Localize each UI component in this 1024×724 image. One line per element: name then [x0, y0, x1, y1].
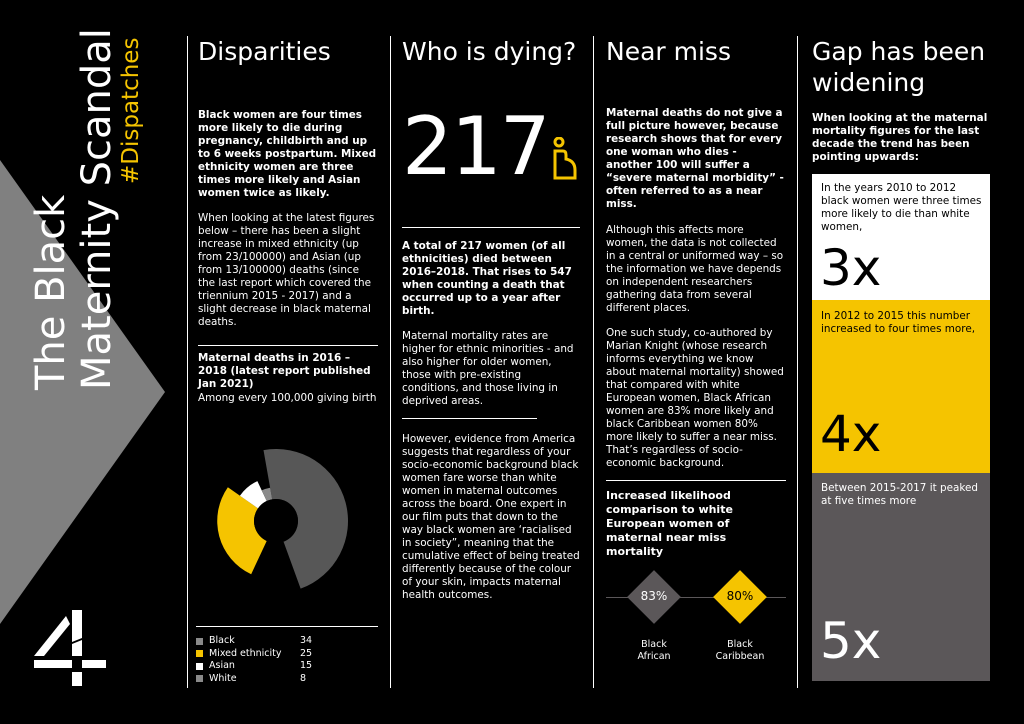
diamond-label-line: Black	[727, 639, 753, 650]
chart-heading: Maternal deaths in 2016 – 2018 (latest report published Jan 2021)	[198, 352, 371, 390]
diamond-label-line: Caribbean	[715, 651, 765, 662]
legend-swatch	[196, 638, 203, 645]
diamond-label-line: African	[637, 651, 671, 662]
column-who-is-dying	[402, 36, 580, 602]
legend-label: Mixed ethnicity	[209, 647, 282, 659]
legend-label: White	[209, 672, 237, 684]
title-line-2: Maternity Scandal	[74, 28, 120, 390]
divider	[593, 36, 594, 688]
column-title: widening	[812, 68, 926, 97]
diamond-value: 80%	[726, 589, 754, 603]
chart-subheading: Among every 100,000 giving birth	[198, 392, 377, 404]
hashtag	[116, 34, 150, 184]
gap-box-text: In the years 2010 to 2012 black women were three times more likely to die than white women,	[821, 182, 982, 233]
rule	[402, 418, 537, 419]
legend-value: 34	[300, 635, 313, 647]
diamond-black-caribbean	[714, 571, 766, 623]
legend-swatch	[196, 675, 203, 682]
diamond-label	[624, 639, 684, 663]
gap-box-text: Between 2015-2017 it peaked at five times more	[821, 482, 978, 507]
near-miss-chart	[606, 563, 786, 673]
column-gap-widening	[812, 36, 992, 164]
diamond-label-line: Black	[641, 639, 667, 650]
gap-box-value: 3x	[820, 239, 882, 297]
body-text: However, evidence from America suggests that regardless of your socio-economic background black women fare worse than white women in maternal outcomes across the board. One expert in our film puts that down to the way black women are ‘racialised in society”, meaning that the cumulative effect of being treated differently because of the colour of your skin, impacts maternal health outcomes.	[402, 433, 580, 601]
legend-swatch	[196, 663, 203, 670]
legend-item	[196, 660, 378, 673]
gap-box-2015	[812, 473, 990, 681]
body-text: When looking at the latest figures below – there has been a slight increase in mixed ethnicity (up from 23/100000) and Asian (up from 13/100000) deaths (since the last report which covered the triennium 2015 - 2017) and a slight decrease in black maternal deaths.	[198, 212, 375, 328]
rule	[402, 227, 580, 228]
rule	[198, 345, 378, 346]
legend-item	[196, 635, 378, 648]
chart-center-hole	[254, 499, 298, 543]
legend-label: Black	[209, 635, 235, 647]
gap-box-value: 4x	[820, 405, 882, 463]
column-title: Gap has been	[812, 37, 986, 66]
legend-value: 15	[300, 660, 313, 672]
gap-box-2010	[812, 174, 990, 300]
legend-value: 25	[300, 647, 313, 659]
diamond-black-african	[628, 571, 680, 623]
column-title: Disparities	[198, 37, 331, 66]
channel-4-logo-icon	[34, 610, 106, 686]
column-title: Who is dying?	[402, 37, 577, 66]
intro-text: When looking at the maternal mortality figures for the last decade the trend has been pointing upwards:	[812, 112, 988, 163]
legend-swatch	[196, 650, 203, 657]
diamond-label	[708, 639, 772, 663]
divider	[187, 36, 188, 688]
rule	[606, 480, 786, 481]
column-title: Near miss	[606, 37, 731, 66]
chart-heading: Increased likelihood comparison to white European women of maternal near miss mortality	[606, 489, 733, 558]
legend-value: 8	[300, 672, 307, 684]
big-number-block	[402, 67, 580, 193]
intro-text: Maternal deaths do not give a full picture however, because research shows that for every one woman who dies - another 100 will suffer a “severe maternal morbidity” - often referred to as a near miss.	[606, 107, 784, 210]
gap-box-text: In 2012 to 2015 this number increased to four times more,	[821, 310, 976, 335]
body-text: One such study, co-authored by Marian Knight (whose research informs everything we know about maternal mortality) showed that compared with white European women, Black African women are 83% more likely and black Caribbean women 80% more likely to suffer a near miss. That’s regardless of socio-economic background.	[606, 327, 784, 469]
sidebar	[0, 0, 190, 724]
intro-text: A total of 217 women (of all ethnicities) died between 2016–2018. That rises to 547 when counting a death that occurred up to a year after birth.	[402, 240, 572, 317]
legend-item	[196, 673, 378, 686]
column-near-miss	[606, 36, 786, 559]
title-line-1: The Black	[28, 194, 74, 390]
gap-box-value: 5x	[820, 612, 882, 670]
column-disparities	[198, 36, 378, 405]
maternal-deaths-chart	[196, 436, 356, 606]
intro-text: Black women are four times more likely to die during pregnancy, childbirth and up to 6 weeks postpartum. Mixed ethnicity women are three times more likely and Asian women twice as likely.	[198, 109, 377, 199]
divider	[797, 36, 798, 688]
legend-label: Asian	[209, 660, 235, 672]
diamond-value: 83%	[640, 589, 668, 603]
hashtag-text: #Dispatches	[118, 37, 144, 184]
big-number: 217	[402, 100, 549, 193]
body-text: Although this affects more women, the data is not collected in a central or uniformed way – so the information we have depends on independent researchers gathering data from several different places.	[606, 224, 784, 314]
rule	[196, 626, 378, 627]
divider	[390, 36, 391, 688]
chart-legend	[196, 626, 378, 685]
body-text: Maternal mortality rates are higher for ethnic minorities - and also higher for older women, those with pre-existing conditions, and those living in deprived areas.	[402, 330, 574, 407]
vertical-title	[28, 30, 118, 390]
legend-item	[196, 648, 378, 661]
pregnant-woman-icon	[548, 137, 578, 181]
gap-box-2012	[812, 300, 990, 473]
